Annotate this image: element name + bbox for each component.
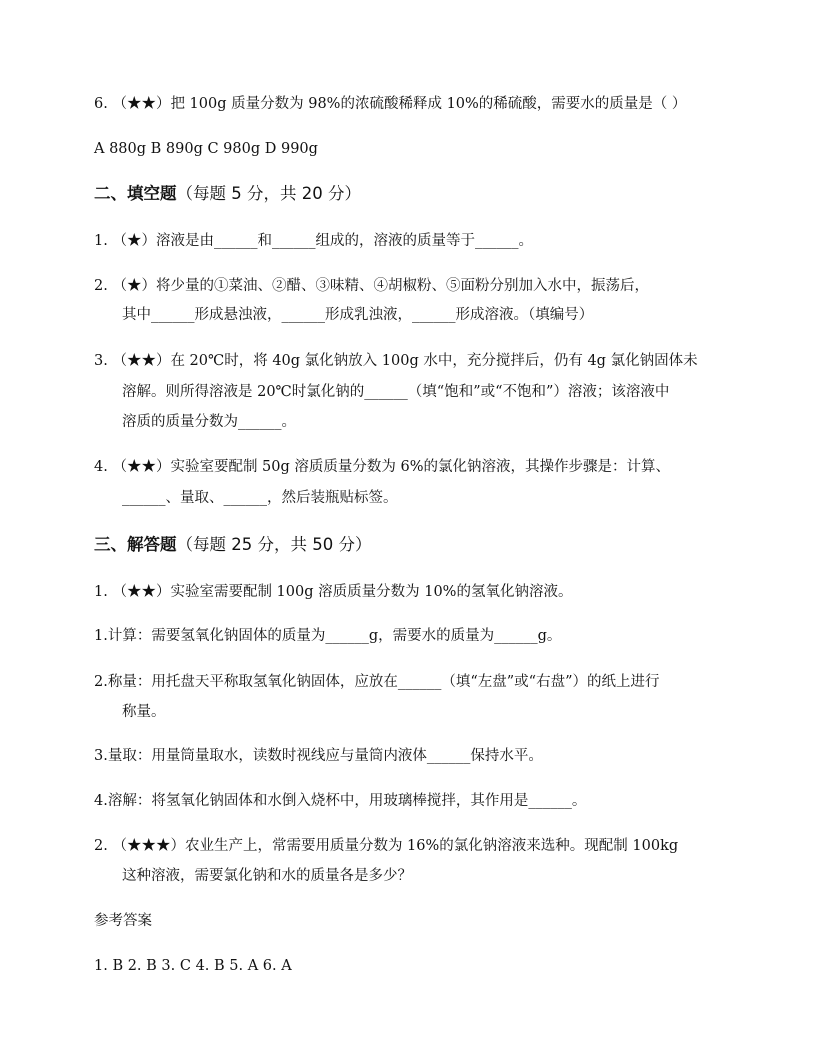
solve-step-1: 1.计算：需要氢氧化钠固体的质量为______g，需要水的质量为______g。	[94, 628, 562, 644]
fill-blank-3: 3. （★★）在 20℃时，将 40g 氯化钠放入 100g 水中，充分搅拌后，仍有 4g 氯化钠固体未	[94, 353, 698, 369]
solve-question-2: 2. （★★★）农业生产上，常需要用质量分数为 16%的氯化钠溶液来选种。现配制 100kg	[94, 838, 679, 854]
answers-title: 参考答案	[94, 913, 152, 929]
section-2-title: 二、填空题	[94, 184, 177, 203]
section-3-heading	[94, 535, 724, 555]
answers-text: 1. B 2. B 3. C 4. B 5. A 6. A	[94, 958, 292, 974]
fill-blank-4-line-2: ______、量取、______，然后装瓶贴标签。	[122, 490, 398, 506]
question-6-options: A 880g B 890g C 980g D 990g	[94, 141, 318, 157]
fill-blank-4: 4. （★★）实验室要配制 50g 溶质质量分数为 6%的氯化钠溶液，其操作步骤是：计算、	[94, 459, 671, 475]
section-2-heading	[94, 184, 724, 204]
section-2-score: （每题 5 分，共 20 分）	[176, 184, 361, 203]
solve-question-2-line-2: 这种溶液，需要氯化钠和水的质量各是多少？	[122, 868, 412, 884]
solve-step-2: 2.称量：用托盘天平称取氢氧化钠固体，应放在______（填“左盘”或“右盘”）的纸上进行	[94, 674, 660, 690]
solve-question-1: 1. （★★）实验室需要配制 100g 溶质质量分数为 10%的氢氧化钠溶液。	[94, 584, 573, 600]
solve-step-4: 4.溶解：将氢氧化钠固体和水倒入烧杯中，用玻璃棒搅拌，其作用是______。	[94, 793, 587, 809]
section-3-score: （每题 25 分，共 50 分）	[176, 535, 372, 554]
section-3-title: 三、解答题	[94, 535, 177, 554]
fill-blank-1: 1. （★）溶液是由______和______组成的，溶液的质量等于______。	[94, 233, 533, 249]
question-6: 6. （★★）把 100g 质量分数为 98%的浓硫酸稀释成 10%的稀硫酸，需要水的质量是（ ）	[94, 96, 687, 112]
fill-blank-3-line-2: 溶解。则所得溶液是 20℃时氯化钠的______（填“饱和”或“不饱和”）溶液；该溶液中	[122, 384, 670, 400]
solve-step-2-line-2: 称量。	[122, 704, 166, 720]
fill-blank-2-line-2: 其中______形成悬浊液，______形成乳浊液，______形成溶液。（填编号）	[122, 307, 594, 323]
solve-step-3: 3.量取：用量筒量取水，读数时视线应与量筒内液体______保持水平。	[94, 748, 543, 764]
fill-blank-3-line-3: 溶质的质量分数为______。	[122, 414, 296, 430]
fill-blank-2: 2. （★）将少量的①菜油、②醋、③味精、④胡椒粉、⑤面粉分别加入水中，振荡后，	[94, 278, 649, 294]
